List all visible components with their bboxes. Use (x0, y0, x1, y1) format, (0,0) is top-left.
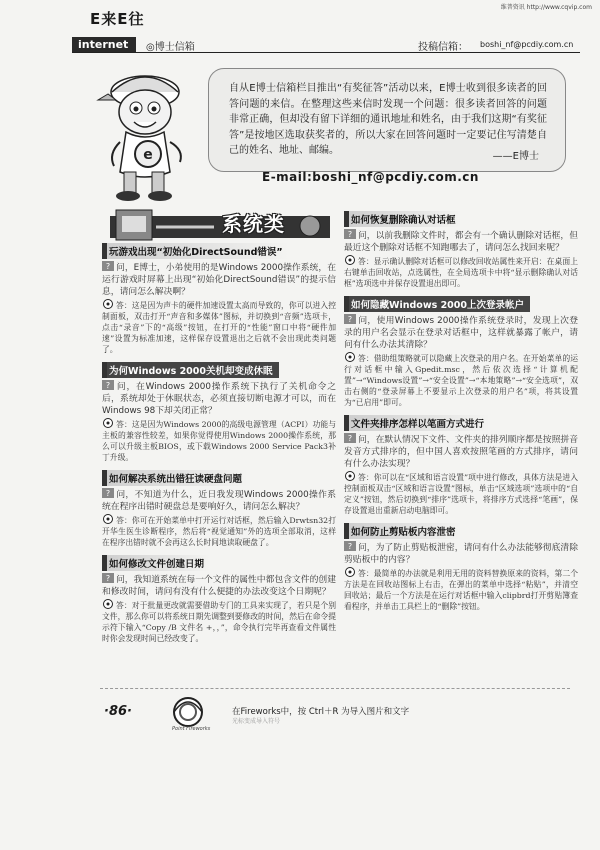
footer-subtip: 光标变成导入符号 (232, 718, 281, 725)
right-column (344, 208, 578, 616)
question-icon (344, 541, 356, 551)
category-banner (110, 206, 330, 244)
qa-item (102, 552, 336, 644)
qa-item (344, 293, 578, 408)
qa-title: 玩游戏出现“初始化DirectSound错误” (102, 243, 289, 259)
doctor-answer-icon (102, 514, 114, 524)
qa-title: 文件夹排序怎样以笔画方式进行 (344, 415, 490, 431)
qa-question: ? 问，以前我删除文件时，都会有一个确认删除对话框，但最近这个删除对话框不知跑哪去了，请问怎么找回来呢？ (344, 230, 578, 253)
question-icon (344, 314, 356, 324)
intro-text: 自从E博士信箱栏目推出“有奖征答”活动以来，E博士收到很多读者的回答问题的来信。在整理这些来信时发现一个问题：很多读者回答的问题非常正确，但却没有留下详细的通讯地址和姓名，由于我们这期“有奖征答”是按地区选取获奖者的，所以大家在回答问题时一定要记住写清楚自己的姓名、地址、邮编。 (229, 83, 547, 156)
svg-text:?: ? (347, 230, 353, 239)
footer-brand: Point Fireworks (172, 726, 211, 732)
qa-title: 为何Windows 2000关机却变成休眠 (102, 362, 279, 378)
qa-question: ? 问，使用Windows 2000操作系统登录时，发现上次登录的用户名会显示在登录对话框中，这样就暴露了帐户，请问有什么办法其清除？ (344, 315, 578, 350)
left-column (102, 240, 336, 648)
svg-text:?: ? (105, 262, 111, 271)
qa-item (344, 520, 578, 612)
qa-answer: 答：对于批量更改就需要借助专门的工具来实现了，若只是个别文件，那么你可以将系统日期先调整到要修改的时间，然后在命令提示符下输入“Copy /B 文件名 +，，”，命令执行完毕再查看文件属性时你会发现时间已经改变了。 (102, 601, 336, 643)
svg-text:?: ? (347, 542, 353, 551)
qa-answer: 答：你可在开始菜单中打开运行对话框，然后输入Drwtsn32打开华生医生诊断程序，然后将“视觉通知”外的选项全部取消，这样在程序出错时就不会再这么长时间地读取硬盘了。 (102, 516, 336, 547)
qa-question: ? 问，在默认情况下文件、文件夹的排列顺序都是按照拼音发音方式排序的，但中国人喜欢按照笔画的方式排序，请问有什么办法实现？ (344, 434, 578, 469)
qa-title: 如何恢复删除确认对话框 (344, 211, 462, 227)
qa-title: 如何修改文件创建日期 (102, 555, 210, 571)
doctor-answer-icon (102, 599, 114, 609)
doctor-answer-icon (102, 418, 114, 428)
qa-item (344, 412, 578, 516)
doctor-mascot-illustration (90, 62, 200, 202)
svg-text:?: ? (105, 381, 111, 390)
qa-question: ? 问，E博士，小弟使用的是Windows 2000操作系统，在运行游戏时屏幕上出现“初始化DirectSound错误”的提示信息，请问怎么解决啊？ (102, 262, 336, 297)
qa-title: 如何防止剪贴板内容泄密 (344, 523, 462, 539)
qa-question: ? 问，不知道为什么，近日我发现Windows 2000操作系统在程序出错时硬盘总是要响好久，请问怎么解决？ (102, 489, 336, 512)
doctor-answer-icon (344, 471, 356, 481)
question-icon (344, 229, 356, 239)
qa-item (102, 240, 336, 355)
category-title: 系统类 (222, 212, 285, 236)
qa-answer: 答：显示确认删除对话框可以修改回收站属性来开启：在桌面上右键单击回收站，点选属性，在全局选项卡中将“显示删除确认对话框”选项选中并保存设置退出即可。 (344, 257, 578, 288)
qa-answer: 答：借助组策略就可以隐藏上次登录的用户名。在开始菜单的运行对话框中输入Gpedit.msc，然后依次选择“计算机配置”→“Windows设置”→“安全设置”→“本地策略”→“安全选项”，双击右侧的“登录屏幕上不要显示上次登录的用户名”项，将其设置为“已启用”即可。 (344, 354, 578, 407)
mailbox-label: 投稿信箱： (418, 42, 468, 53)
question-icon (344, 433, 356, 443)
page-number: ·86· (104, 704, 132, 719)
section-tag: internet (72, 37, 136, 52)
contact-email: E-mail:boshi_nf@pcdiy.com.cn (262, 170, 479, 184)
qa-item (102, 467, 336, 548)
doctor-answer-icon (344, 567, 356, 577)
qa-question: ? 问，我知道系统在每一个文件的属性中都包含文件的创建和修改时间，请问有没有什么便捷的办法改变这个日期呢？ (102, 574, 336, 597)
footer-rule (100, 688, 570, 689)
doctor-answer-icon (102, 299, 114, 309)
svg-text:e: e (143, 147, 153, 163)
qa-answer: 答：这是因为声卡的硬件加速设置太高而导致的，你可以进入控制面板，双击打开“声音和多媒体”图标，并切换到“音频”选项卡，点击“录音”下的“高级”按钮，在打开的“性能”窗口中将“硬件加速”设置为标准加速，这样保存设置退出之后就不会出现此类问题了。 (102, 301, 336, 354)
source-note: 维普资讯 http://www.cqvip.com (500, 4, 592, 11)
column-title: E来E往 (90, 10, 145, 28)
question-icon (102, 261, 114, 271)
svg-text:?: ? (105, 574, 111, 583)
intro-note-box (208, 68, 566, 172)
section-subtitle: ◎博士信箱 (146, 42, 195, 53)
question-icon (102, 380, 114, 390)
fireworks-logo (168, 696, 211, 732)
qa-question: ? 问，在Windows 2000操作系统下执行了关机命令之后，系统却处于休眠状态，必须直接切断电源才可以，而在Windows 98下却关闭正常？ (102, 381, 336, 416)
question-icon (102, 573, 114, 583)
svg-text:?: ? (105, 489, 111, 498)
qa-title: 如何隐藏Windows 2000上次登录帐户 (344, 296, 530, 312)
qa-title: 如何解决系统出错狂读硬盘问题 (102, 470, 248, 486)
svg-text:?: ? (347, 434, 353, 443)
qa-answer: 答：这是因为Windows 2000的高级电源管理（ACPI）功能与主板的兼容性较差，如果你觉得使用Windows 2000操作系统，那么可以升级主板BIOS，或下载Windows 2000 Service Pack3补丁升级。 (102, 420, 336, 462)
qa-answer: 答：最简单的办法就是利用无用的资料替换原来的资料，第二个方法是在回收站图标上右击，在弹出的菜单中选择“粘贴”，并清空回收站；最后一个方法是在运行对话框中输入clipbrd打开剪贴簿查看程序，并单击工具栏上的“删除”按钮。 (344, 569, 578, 611)
doctor-answer-icon (344, 352, 356, 362)
doctor-answer-icon (344, 255, 356, 265)
question-icon (102, 488, 114, 498)
qa-question: ? 问，为了防止剪贴板泄密，请问有什么办法能够彻底清除剪贴板中的内容？ (344, 542, 578, 565)
intro-signature: ——E博士 (492, 151, 539, 162)
qa-item (344, 208, 578, 289)
qa-item (102, 359, 336, 463)
footer-tip: 在Fireworks中，按 Ctrl＋R 为导入图片和文字 (232, 707, 410, 717)
svg-text:?: ? (347, 315, 353, 324)
mailbox-address: boshi_nf@pcdiy.com.cn (480, 40, 574, 49)
qa-answer: 答：你可以在“区域和语言设置”项中进行修改，具体方法是进入控制面板双击“区域和语言设置”图标，单击“区域选项”选项中的“自定义”按钮，然后切换到“排序”选项卡，将排序方式选择“笔画”，保存设置退出重新启动电脑即可。 (344, 473, 578, 515)
